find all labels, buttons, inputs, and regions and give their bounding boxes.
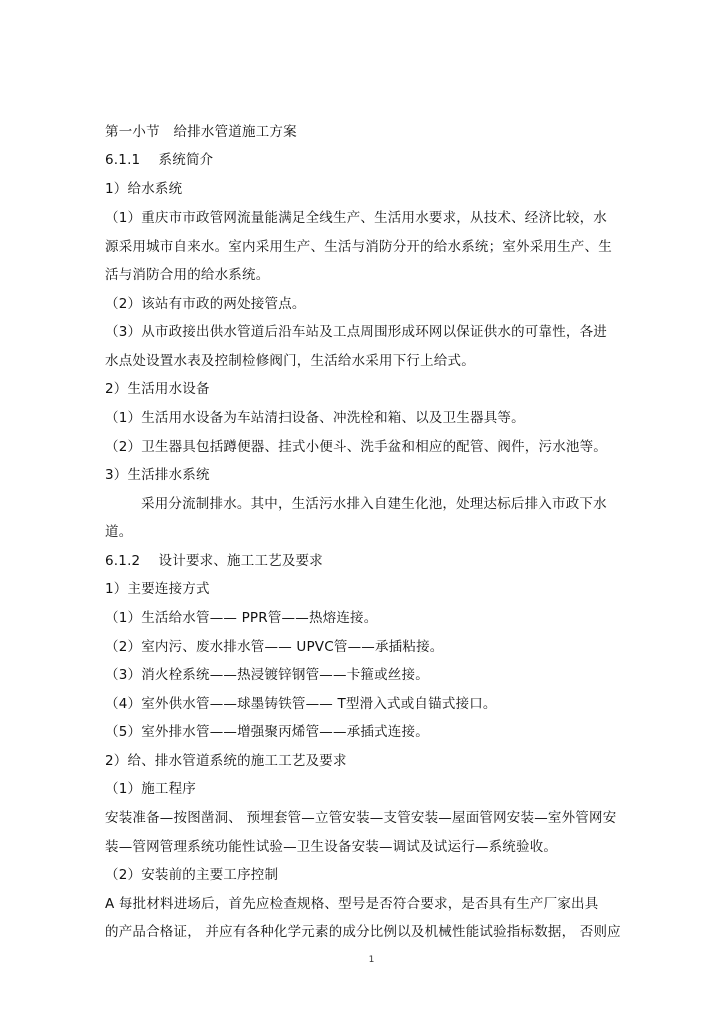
item-heading: 3）生活排水系统 bbox=[105, 467, 210, 483]
paragraph-line: A 每批材料进场后，首先应检查规格、型号是否符合要求，是否具有生产厂家出具 bbox=[105, 896, 599, 912]
paragraph-line: （2）安装前的主要工序控制 bbox=[105, 867, 279, 883]
paragraph-line: （2）该站有市政的两处接管点。 bbox=[105, 296, 306, 312]
item-heading: 2）生活用水设备 bbox=[105, 381, 210, 397]
paragraph-line: （3）从市政接出供水管道后沿车站及工点周围形成环网以保证供水的可靠性，各进 bbox=[105, 324, 607, 340]
paragraph-line: 道。 bbox=[105, 524, 133, 540]
paragraph-line: 水点处设置水表及控制检修阀门，生活给水采用下行上给式。 bbox=[105, 353, 475, 369]
paragraph-line: （1）重庆市市政管网流量能满足全线生产、生活用水要求，从技术、经济比较，水 bbox=[105, 210, 607, 226]
paragraph-line: （2）室内污、废水排水管—— UPVC管——承插粘接。 bbox=[105, 639, 444, 655]
item-heading: 1）给水系统 bbox=[105, 181, 183, 197]
paragraph-line: （5）室外排水管——增强聚丙烯管——承插式连接。 bbox=[105, 724, 429, 740]
paragraph-line: 的产品合格证， 并应有各种化学元素的成分比例以及机械性能试验指标数据， 否则应 bbox=[105, 924, 621, 940]
paragraph-line: （1）生活给水管—— PPR管——热熔连接。 bbox=[105, 610, 378, 626]
subsection-heading: 6.1.1 系统简介 bbox=[105, 152, 214, 168]
paragraph-line: 活与消防合用的给水系统。 bbox=[105, 267, 270, 283]
paragraph-line: 源采用城市自来水。室内采用生产、生活与消防分开的给水系统；室外采用生产、生 bbox=[105, 239, 612, 255]
subsection-heading: 6.1.2 设计要求、施工工艺及要求 bbox=[105, 553, 323, 569]
paragraph-line: 装—管网管理系统功能性试验—卫生设备安装—调试及试运行—系统验收。 bbox=[105, 839, 558, 855]
paragraph-line: （2）卫生器具包括蹲便器、挂式小便斗、洗手盆和相应的配管、阀件，污水池等。 bbox=[105, 439, 607, 455]
paragraph-line: （1）生活用水设备为车站清扫设备、冲洗栓和箱、以及卫生器具等。 bbox=[105, 410, 525, 426]
paragraph-line: 安装准备—按图凿洞、 预埋套管—立管安装—支管安装—屋面管网安装—室外管网安 bbox=[105, 810, 617, 826]
item-heading: 2）给、排水管道系统的施工工艺及要求 bbox=[105, 753, 347, 769]
paragraph-line: （3）消火栓系统——热浸镀锌钢管——卡箍或丝接。 bbox=[105, 667, 429, 683]
paragraph-line: （1）施工程序 bbox=[105, 781, 196, 797]
page-number: 1 bbox=[368, 955, 375, 965]
section-title: 第一小节 给排水管道施工方案 bbox=[105, 124, 297, 140]
paragraph-line: 采用分流制排水。其中，生活污水排入自建生化池，处理达标后排入市政下水 bbox=[141, 496, 607, 512]
paragraph-line: （4）室外供水管——球墨铸铁管—— T型滑入式或自锚式接口。 bbox=[105, 696, 497, 712]
item-heading: 1）主要连接方式 bbox=[105, 581, 210, 597]
